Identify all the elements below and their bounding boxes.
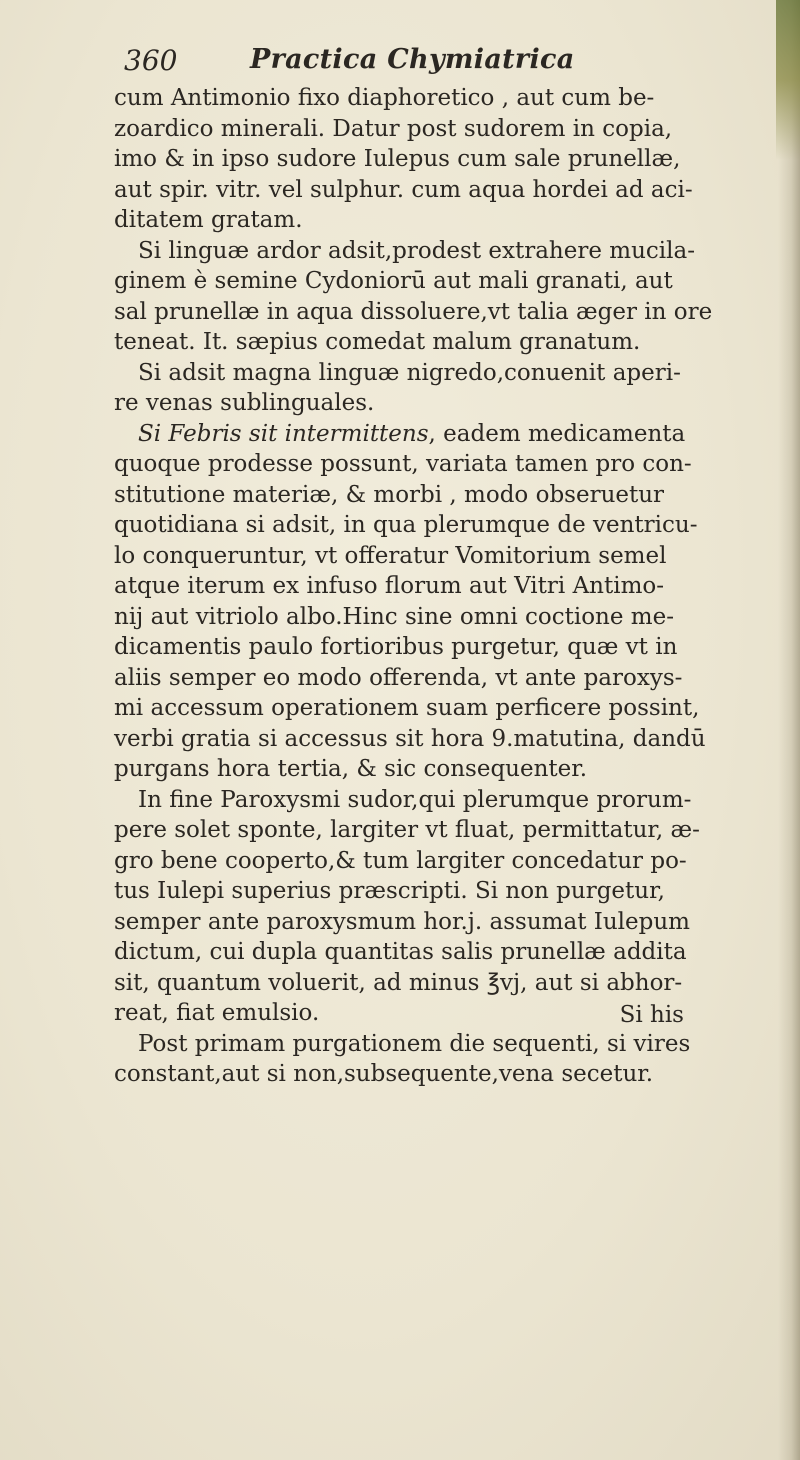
text-line [114,449,794,480]
line-text: cum Antimonio fixo diaphoretico , aut cum be- [114,85,655,111]
text-line [114,541,794,572]
line-text: aliis semper eo modo offerenda, vt ante paroxys- [114,664,683,691]
line-text: teneat. It. sæpius comedat malum granatum. [114,329,641,355]
line-text: Si adsit magna linguæ nigredo,conuenit aperi- [138,359,681,386]
line-text: constant,aut si non,subsequente,vena secetur. [114,1061,654,1087]
text-line [114,419,794,450]
text-line [114,632,794,663]
line-text: reat, fiat emulsio. [114,1000,320,1026]
text-line [114,266,794,297]
line-text: Si linguæ ardor adsit,prodest extrahere mucila- [138,237,695,264]
text-line [114,114,794,145]
line-text: verbi gratia si accessus sit hora 9.matutina, dandū [114,725,706,752]
text-line [114,663,794,694]
line-text: , eadem medicamenta [428,420,686,447]
text-line [114,693,794,724]
line-text: stitutione materiæ, & morbi , modo obseruetur [114,481,665,508]
text-line [114,571,794,602]
text-line [114,388,794,419]
text-line [114,876,794,907]
page-header [124,44,684,88]
line-text: mi accessum operationem suam perficere possint, [114,695,700,721]
text-line [114,602,794,633]
line-text: nij aut vitriolo albo.Hinc sine omni coctione me- [114,603,674,630]
text-line [114,83,794,114]
text-line [114,754,794,785]
line-text: dicamentis paulo fortioribus purgetur, quæ vt in [114,634,678,660]
text-line [114,144,794,175]
page-number: 360 [124,44,178,77]
text-line [114,327,794,358]
text-line [114,907,794,938]
line-text: sal prunellæ in aqua dissoluere,vt talia æger in ore [114,298,713,325]
line-text: quotidiana si adsit, in qua plerumque de ventricu- [114,512,698,538]
text-line [114,998,794,1029]
line-text: re venas sublinguales. [114,390,375,416]
text-line [114,846,794,877]
line-text: imo & in ipso sudore Iulepus cum sale prunellæ, [114,146,681,172]
text-line [114,480,794,511]
line-text: ginem è semine Cydoniorū aut mali granati, aut [114,268,673,294]
text-line [114,1029,794,1060]
line-text: In fine Paroxysmi sudor,qui plerumque prorum- [138,786,692,813]
text-line [114,358,794,389]
text-line [114,175,794,206]
text-line [114,510,794,541]
line-text: atque iterum ex infuso florum aut Vitri Antimo- [114,573,665,599]
line-text: lo conqueruntur, vt offeratur Vomitorium semel [114,542,667,569]
line-text: dictum, cui dupla quantitas salis prunellæ addita [114,939,687,965]
line-text: quoque prodesse possunt, variata tamen pro con- [114,451,692,477]
text-line [114,785,794,816]
text-line [114,297,794,328]
line-text: tus Iulepi superius præscripti. Si non purgetur, [114,878,665,904]
text-line [114,1059,794,1090]
line-text: purgans hora tertia, & sic consequenter. [114,756,588,782]
text-line [114,205,794,236]
line-text: gro bene cooperto,& tum largiter concedatur po- [114,847,687,874]
text-line [114,815,794,846]
catchword: Si his [619,1002,684,1028]
text-line [114,968,794,999]
text-line [114,236,794,267]
line-text: zoardico minerali. Datur post sudorem in copia, [114,115,673,142]
line-text: Post primam purgationem die sequenti, si vires [138,1030,691,1057]
running-head: Practica Chymiatrica [250,44,575,75]
text-line [114,937,794,968]
body-text [114,83,794,1090]
line-text: aut spir. vitr. vel sulphur. cum aqua hordei ad aci- [114,176,693,203]
italic-phrase: Si Febris sit intermittens [138,420,429,447]
line-text: sit, quantum voluerit, ad minus ℥vj, aut si abhor- [114,969,683,996]
text-line [114,724,794,755]
line-text: ditatem gratam. [114,207,303,233]
line-text: semper ante paroxysmum hor.j. assumat Iulepum [114,908,690,935]
line-text: pere solet sponte, largiter vt fluat, permittatur, æ- [114,817,700,843]
